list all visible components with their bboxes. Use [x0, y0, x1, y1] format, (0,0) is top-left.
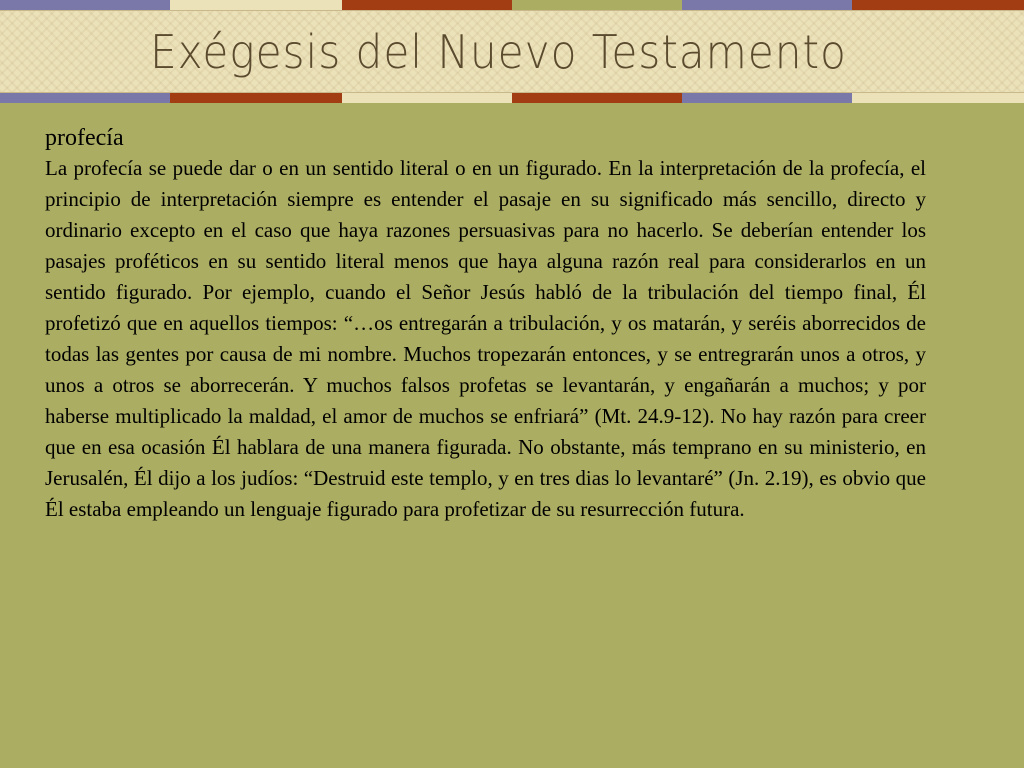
- section-heading: profecía: [45, 125, 124, 151]
- title-banner: [0, 10, 1024, 93]
- body-paragraph: La profecía se puede dar o en un sentido literal o en un figurado. En la interpretación de la profecía, el principio de interpretación siempre es entender el pasaje en su significado más sencillo, directo y ordinario excepto en el caso que haya razones persuasivas para no hacerlo. Se deberían entender los pasajes proféticos en su sentido literal menos que haya alguna razón real para considerarlos en un sentido figurado. Por ejemplo, cuando el Señor Jesús habló de la tribulación del tiempo final, Él profetizó que en aquellos tiempos: “…os entregarán a tribulación, y os matarán, y seréis aborrecidos de todas las gentes por causa de mi nombre. Muchos tropezarán entonces, y se entregrarán unos a otros, y unos a otros se aborrecerán. Y muchos falsos profetas se levantarán, y engañarán a muchos; y por haberse multiplicado la maldad, el amor de muchos se enfriará” (Mt. 24.9-12). No hay razón para creer que en esa ocasión Él hablara de una manera figurada. No obstante, más temprano en su ministerio, en Jerusalén, Él dijo a los judíos: “Destruid este templo, y en tres dias lo levantaré” (Jn. 2.19), es obvio que Él estaba empleando un lenguaje figurado para profetizar de su resurrección futura.: [45, 156, 926, 521]
- slide-content: [45, 123, 926, 525]
- slide-title: Exégesis del Nuevo Testamento: [150, 25, 847, 79]
- bottom-stripe-band: [0, 93, 1024, 103]
- top-stripe-band: [0, 0, 1024, 10]
